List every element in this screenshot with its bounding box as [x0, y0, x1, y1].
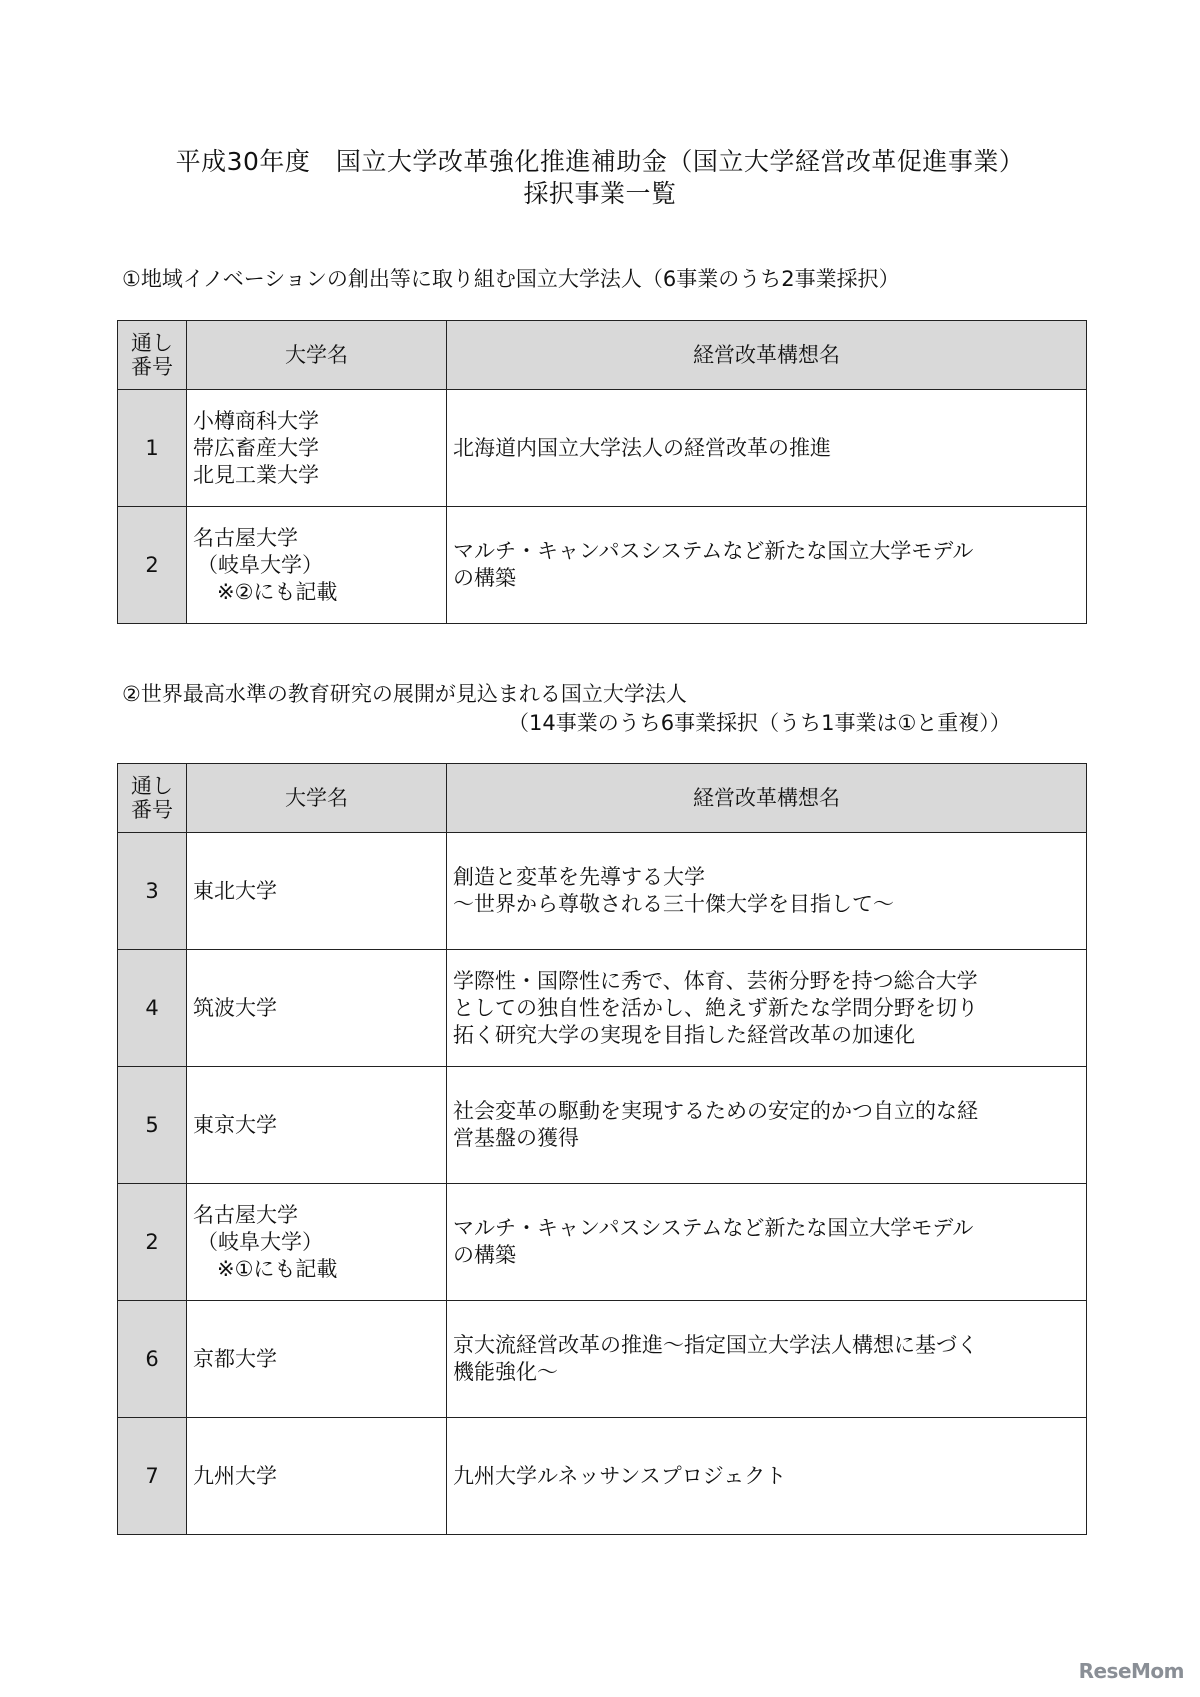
table-row	[118, 1184, 1087, 1301]
document-subtitle: 採択事業一覧	[523, 179, 677, 208]
plan-name: 九州大学ルネッサンスプロジェクト	[447, 1418, 1087, 1535]
resemom-watermark: ReseMom	[1078, 1659, 1184, 1683]
row-number: 6	[118, 1301, 187, 1418]
university-name: 名古屋大学 （岐阜大学） ※①にも記載	[187, 1184, 447, 1301]
table-row	[118, 950, 1087, 1067]
university-name: 九州大学	[187, 1418, 447, 1535]
row-number: 7	[118, 1418, 187, 1535]
header-plan: 経営改革構想名	[447, 321, 1087, 390]
row-number: 5	[118, 1067, 187, 1184]
plan-name: 京大流経営改革の推進～指定国立大学法人構想に基づく 機能強化～	[447, 1301, 1087, 1418]
header-university: 大学名	[187, 764, 447, 833]
section-2-table	[117, 763, 1087, 1535]
table-row	[118, 507, 1087, 624]
university-name: 名古屋大学 （岐阜大学） ※②にも記載	[187, 507, 447, 624]
header-number: 通し 番号	[118, 764, 187, 833]
plan-name: 学際性・国際性に秀で、体育、芸術分野を持つ総合大学 としての独自性を活かし、絶えず新たな学問分野を切り 拓く研究大学の実現を目指した経営改革の加速化	[447, 950, 1087, 1067]
section-1-heading: ①地域イノベーションの創出等に取り組む国立大学法人（6事業のうち2事業採択）	[122, 267, 900, 291]
table-row	[118, 390, 1087, 507]
table-header-row	[118, 764, 1087, 833]
row-number: 2	[118, 507, 187, 624]
document-title: 平成30年度 国立大学改革強化推進補助金（国立大学経営改革促進事業）	[175, 147, 1025, 176]
plan-name: 北海道内国立大学法人の経営改革の推進	[447, 390, 1087, 507]
plan-name: マルチ・キャンパスシステムなど新たな国立大学モデル の構築	[447, 1184, 1087, 1301]
university-name: 東京大学	[187, 1067, 447, 1184]
header-university: 大学名	[187, 321, 447, 390]
section-2-note: （14事業のうち6事業採択（うち1事業は①と重複））	[508, 711, 1011, 735]
section-1-table	[117, 320, 1087, 624]
table-row	[118, 1067, 1087, 1184]
section-2-heading: ②世界最高水準の教育研究の展開が見込まれる国立大学法人	[122, 682, 687, 706]
plan-name: 創造と変革を先導する大学 ～世界から尊敬される三十傑大学を目指して～	[447, 833, 1087, 950]
table-row	[118, 833, 1087, 950]
plan-name: 社会変革の駆動を実現するための安定的かつ自立的な経 営基盤の獲得	[447, 1067, 1087, 1184]
university-name: 筑波大学	[187, 950, 447, 1067]
row-number: 3	[118, 833, 187, 950]
header-number: 通し 番号	[118, 321, 187, 390]
table-row	[118, 1418, 1087, 1535]
university-name: 京都大学	[187, 1301, 447, 1418]
university-name: 小樽商科大学 帯広畜産大学 北見工業大学	[187, 390, 447, 507]
header-plan: 経営改革構想名	[447, 764, 1087, 833]
row-number: 1	[118, 390, 187, 507]
row-number: 4	[118, 950, 187, 1067]
table-header-row	[118, 321, 1087, 390]
row-number: 2	[118, 1184, 187, 1301]
table-row	[118, 1301, 1087, 1418]
university-name: 東北大学	[187, 833, 447, 950]
plan-name: マルチ・キャンパスシステムなど新たな国立大学モデル の構築	[447, 507, 1087, 624]
